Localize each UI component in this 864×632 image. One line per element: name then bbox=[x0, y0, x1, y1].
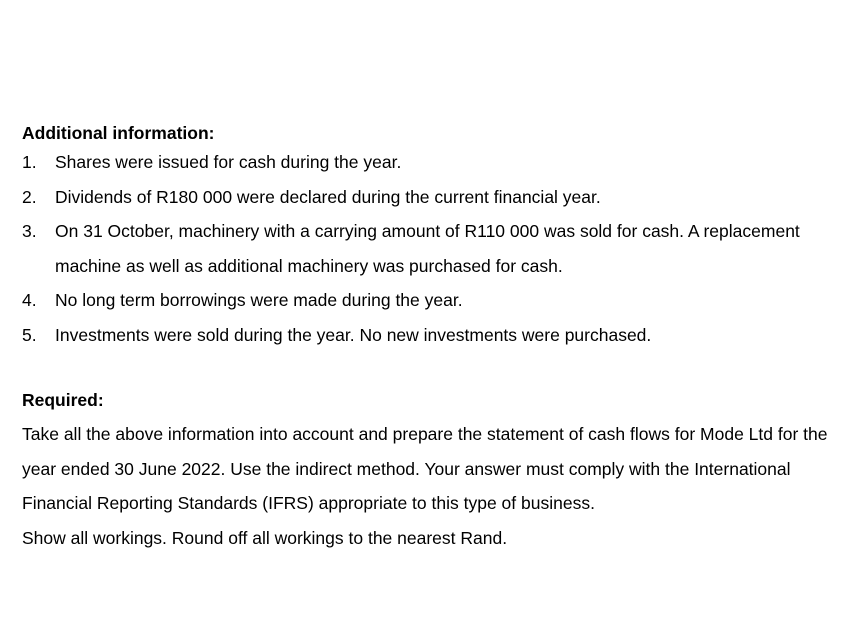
list-item-text: Dividends of R180 000 were declared during the current financial year. bbox=[55, 186, 601, 207]
list-item-text: No long term borrowings were made during the year. bbox=[55, 290, 463, 310]
list-item-number: 2. bbox=[22, 186, 37, 207]
list-item bbox=[22, 318, 852, 353]
required-note: Show all workings. Round off all workings to the nearest Rand. bbox=[22, 527, 508, 548]
list-item bbox=[22, 283, 852, 318]
additional-information-heading: Additional information: bbox=[22, 123, 215, 143]
list-item bbox=[22, 214, 852, 283]
list-item-text: On 31 October, machinery with a carrying amount of R110 000 was sold for cash. A replacement machine as well as additional machinery was purchased for cash. bbox=[55, 221, 800, 276]
list-item-number: 3. bbox=[22, 221, 37, 241]
list-item-number: 1. bbox=[22, 152, 37, 172]
list-item bbox=[22, 180, 852, 215]
list-item-number: 5. bbox=[22, 324, 37, 345]
additional-information-list bbox=[22, 145, 852, 352]
list-item bbox=[22, 145, 852, 180]
list-item-text: Shares were issued for cash during the year. bbox=[55, 152, 402, 172]
list-item-text: Investments were sold during the year. No new investments were purchased. bbox=[55, 324, 652, 345]
section-spacer bbox=[22, 352, 852, 388]
required-paragraph: Take all the above information into account and prepare the statement of cash flows for Mode Ltd for the year ended 30 June 2022. Use the indirect method. Your answer must comply with the International Financial Reporting Standards (IFRS) appropriate to this type of business. bbox=[22, 424, 828, 513]
required-heading: Required: bbox=[22, 390, 104, 410]
document-body bbox=[22, 121, 852, 555]
list-item-number: 4. bbox=[22, 290, 37, 310]
